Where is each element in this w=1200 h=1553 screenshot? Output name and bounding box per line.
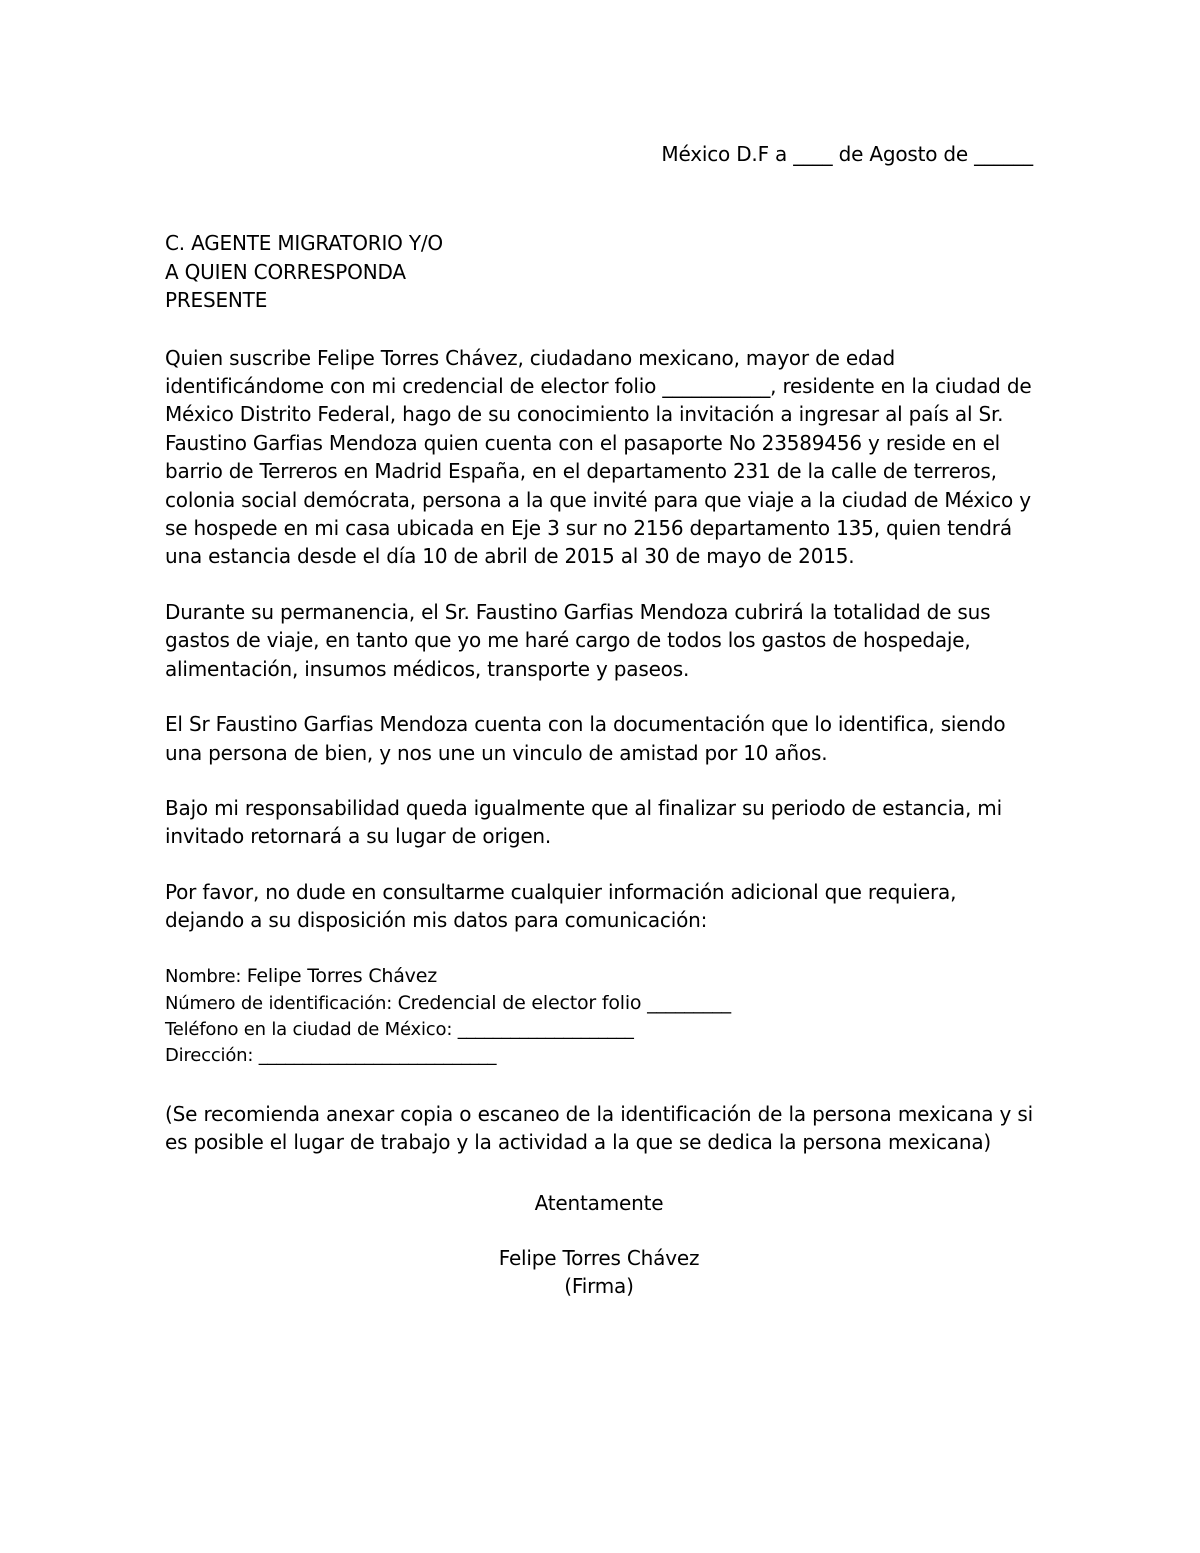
body-paragraph-invitation: Quien suscribe Felipe Torres Chávez, ciudadano mexicano, mayor de edad identificándome con mi credencial de elector folio ___________, residente en la ciudad de México Distrito Federal, hago de su conocimiento la invitación a ingresar al país al Sr. Faustino Garfias Mendoza quien cuenta con el pasaporte No 23589456 y reside en el barrio de Terreros en Madrid España, en el departamento 231 de la calle de terreros, colonia social demócrata, persona a la que invité para que viaje a la ciudad de México y se hospede en mi casa ubicada en Eje 3 sur no 2156 departamento 135, quien tendrá una estancia desde el día 10 de abril de 2015 al 30 de mayo de 2015. bbox=[165, 345, 1032, 569]
closing-salutation: Atentamente bbox=[534, 1190, 664, 1215]
contact-name-label: Nombre: bbox=[165, 965, 247, 987]
addressee-block bbox=[165, 229, 1033, 314]
contact-phone-row: Teléfono en la ciudad de México: ____________________ bbox=[165, 1019, 634, 1041]
contact-address-row: Dirección: ___________________________ bbox=[165, 1045, 497, 1067]
closing-block bbox=[165, 1189, 1033, 1301]
contact-name-value: Felipe Torres Chávez bbox=[246, 964, 437, 987]
body-paragraph-friendship: El Sr Faustino Garfias Mendoza cuenta con la documentación que lo identifica, siendo una persona de bien, y nos une un vinculo de amistad por 10 años. bbox=[165, 712, 1006, 765]
body-paragraph-return: Bajo mi responsabilidad queda igualmente que al finalizar su periodo de estancia, mi invitado retornará a su lugar de origen. bbox=[165, 795, 1002, 849]
signer-name: Felipe Torres Chávez bbox=[498, 1245, 700, 1270]
body-paragraph-contact: Por favor, no dude en consultarme cualquier información adicional que requiera, dejando a su disposición mis datos para comunicación: bbox=[165, 879, 957, 933]
addressee-line-1: C. AGENTE MIGRATORIO Y/O bbox=[165, 231, 443, 256]
signature-label: (Firma) bbox=[564, 1274, 634, 1299]
contact-id-label: Número de identificación: bbox=[165, 992, 398, 1014]
date-line: México D.F a ____ de Agosto de ______ bbox=[661, 142, 1033, 166]
invitation-letter bbox=[165, 140, 1033, 1301]
addressee-line-2: A QUIEN CORRESPONDA bbox=[165, 259, 406, 284]
contact-id-row bbox=[165, 990, 1033, 1017]
contact-id-value: Credencial de elector folio _________ bbox=[397, 991, 731, 1014]
body-paragraph-expenses: Durante su permanencia, el Sr. Faustino Garfias Mendoza cubrirá la totalidad de sus gastos de viaje, en tanto que yo me haré cargo de todos los gastos de hospedaje, alimentación, insumos médicos, transporte y paseos. bbox=[165, 599, 991, 681]
contact-name-row bbox=[165, 963, 1033, 990]
contact-details bbox=[165, 963, 1033, 1070]
recommendation-note: (Se recomienda anexar copia o escaneo de la identificación de la persona mexicana y si es posible el lugar de trabajo y la actividad a la que se dedica la persona mexicana) bbox=[165, 1101, 1033, 1155]
addressee-line-3: PRESENTE bbox=[165, 288, 268, 313]
